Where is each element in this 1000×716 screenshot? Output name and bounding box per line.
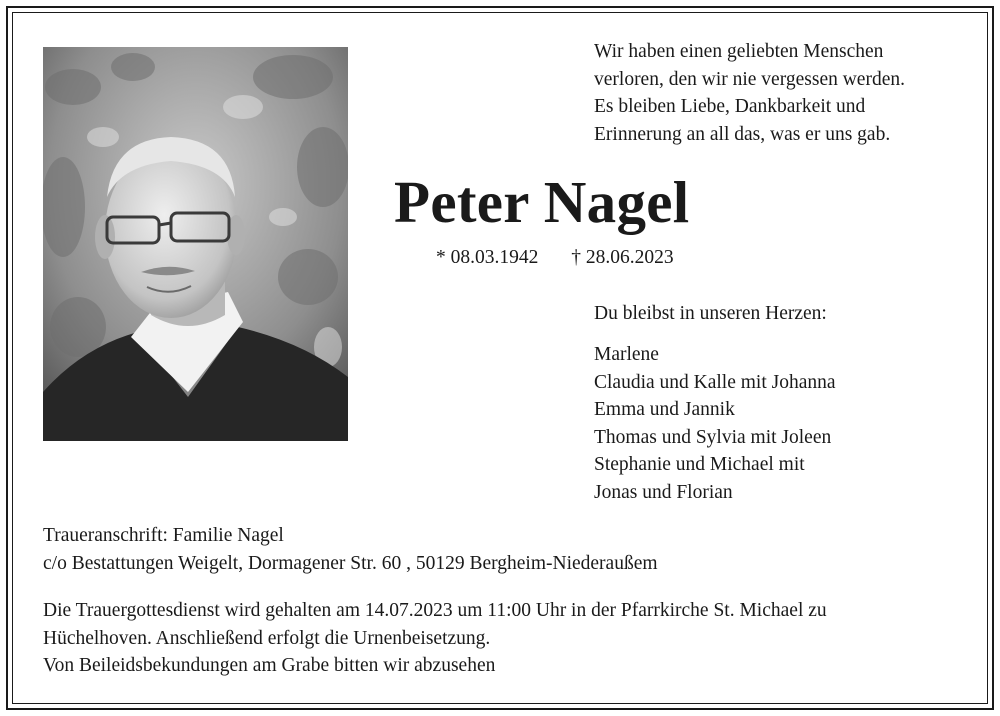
service-info xyxy=(43,597,827,680)
quote-line: Erinnerung an all das, was er uns gab. xyxy=(594,123,891,145)
family-member: Marlene xyxy=(594,344,659,365)
quote-line: verloren, den wir nie vergessen werden. xyxy=(594,68,905,90)
family-member: Claudia und Kalle mit Johanna xyxy=(594,371,836,393)
service-line: Von Beileidsbekundungen am Grabe bitten wir abzusehen xyxy=(43,655,496,676)
address-line: Traueranschrift: Familie Nagel xyxy=(43,525,284,546)
family-member: Jonas und Florian xyxy=(594,481,733,503)
family-list xyxy=(594,341,836,506)
portrait-photo xyxy=(43,47,348,441)
birth-date: * 08.03.1942 xyxy=(436,247,539,268)
deceased-name: Peter Nagel xyxy=(394,169,690,235)
family-member: Emma und Jannik xyxy=(594,399,735,420)
quote-line: Es bleiben Liebe, Dankbarkeit und xyxy=(594,96,866,117)
life-dates xyxy=(436,244,674,271)
address-line: c/o Bestattungen Weigelt, Dormagener Str. 60 , 50129 Bergheim-Niederaußem xyxy=(43,552,658,574)
family-member: Thomas und Sylvia mit Joleen xyxy=(594,426,832,448)
quote-line: Wir haben einen geliebten Menschen xyxy=(594,41,884,62)
quote-text xyxy=(594,38,974,148)
service-line: Hüchelhoven. Anschließend erfolgt die Urnenbeisetzung. xyxy=(43,627,491,649)
service-line: Die Trauergottesdienst wird gehalten am 14.07.2023 um 11:00 Uhr in der Pfarrkirche St. Michael zu xyxy=(43,600,827,621)
mourning-address xyxy=(43,522,658,577)
family-member: Stephanie und Michael mit xyxy=(594,454,805,475)
death-date: † 28.06.2023 xyxy=(571,247,674,268)
family-intro: Du bleibst in unseren Herzen: xyxy=(594,303,827,324)
